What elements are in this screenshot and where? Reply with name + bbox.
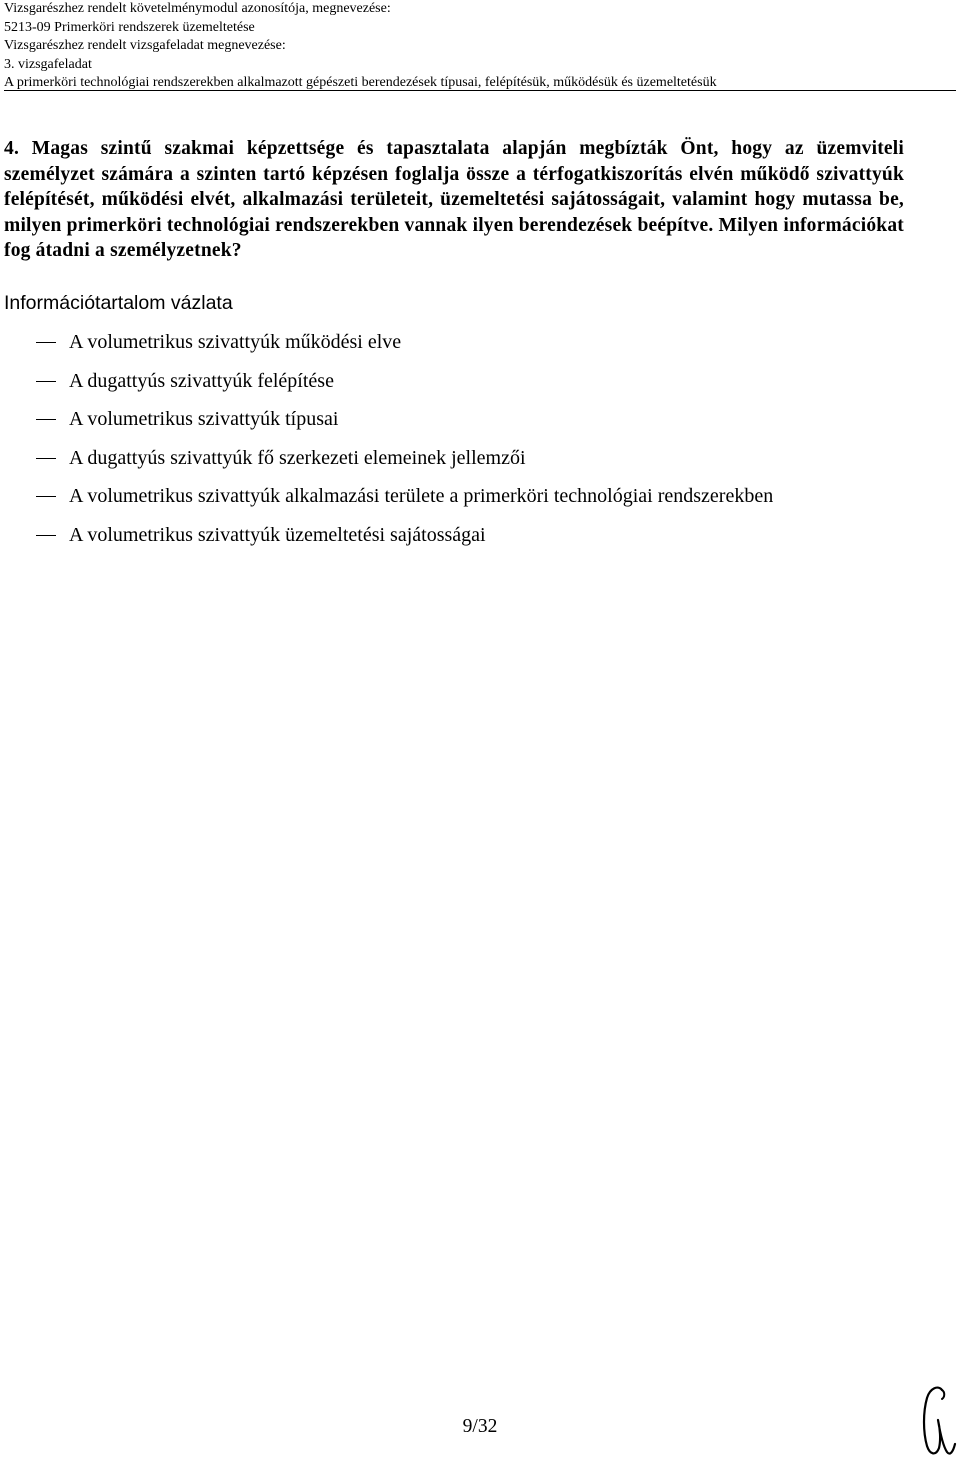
task-question: 4. Magas szintű szakmai képzettsége és tapasztalata alapján megbízták Önt, hogy az üzemviteli személyzet számára a szinten tartó képzésen foglalja össze a térfogatkiszorítás elvén működő szivattyúk felépítését, működési elvét, alkalmazási területeit, üzemeltetési sajátosságait, valamint hogy mutassa be, milyen primerköri technológiai rendszerekben vannak ilyen berendezések beépítve. Milyen információkat fog átadni a személyzetnek? [4,138,904,262]
dash-bullet-icon [36,458,56,459]
dash-bullet-icon [36,381,56,382]
list-item-text: A volumetrikus szivattyúk üzemeltetési sajátosságai [69,523,486,546]
list-item-text: A volumetrikus szivattyúk típusai [69,408,339,431]
header-module-name: 5213-09 Primerköri rendszerek üzemeltetése [4,19,255,35]
header-divider [4,90,956,91]
header-task-label: Vizsgarészhez rendelt vizsgafeladat megnevezése: [4,38,286,53]
list-item-text: A volumetrikus szivattyúk alkalmazási területe a primerköri technológiai rendszerekben [69,485,774,508]
page-number: 9/32 [462,1416,498,1437]
list-item-text: A dugattyús szivattyúk felépítése [69,369,334,392]
list-item [0,329,960,368]
outline-list [0,329,960,561]
dash-bullet-icon [36,342,56,343]
dash-bullet-icon [36,535,56,536]
list-item [0,368,960,407]
list-item-text: A dugattyús szivattyúk fő szerkezeti elemeinek jellemzői [69,446,526,469]
header-task-number: 3. vizsgafeladat [4,56,92,72]
header-module-label: Vizsgarészhez rendelt követelménymodul azonosítója, megnevezése: [4,1,391,16]
list-item-text: A volumetrikus szivattyúk működési elve [69,331,402,353]
dash-bullet-icon [36,496,56,497]
page-header [4,0,956,93]
list-item [0,445,960,484]
handwritten-signature-icon [918,1382,960,1460]
outline-title: Információtartalom vázlata [4,292,233,314]
list-item [0,522,960,561]
dash-bullet-icon [36,419,56,420]
header-task-name: A primerköri technológiai rendszerekben alkalmazott gépészeti berendezések típusai, felépítésük, működésük és üzemeltetésük [4,75,717,90]
list-item [0,406,960,445]
list-item [0,483,960,522]
